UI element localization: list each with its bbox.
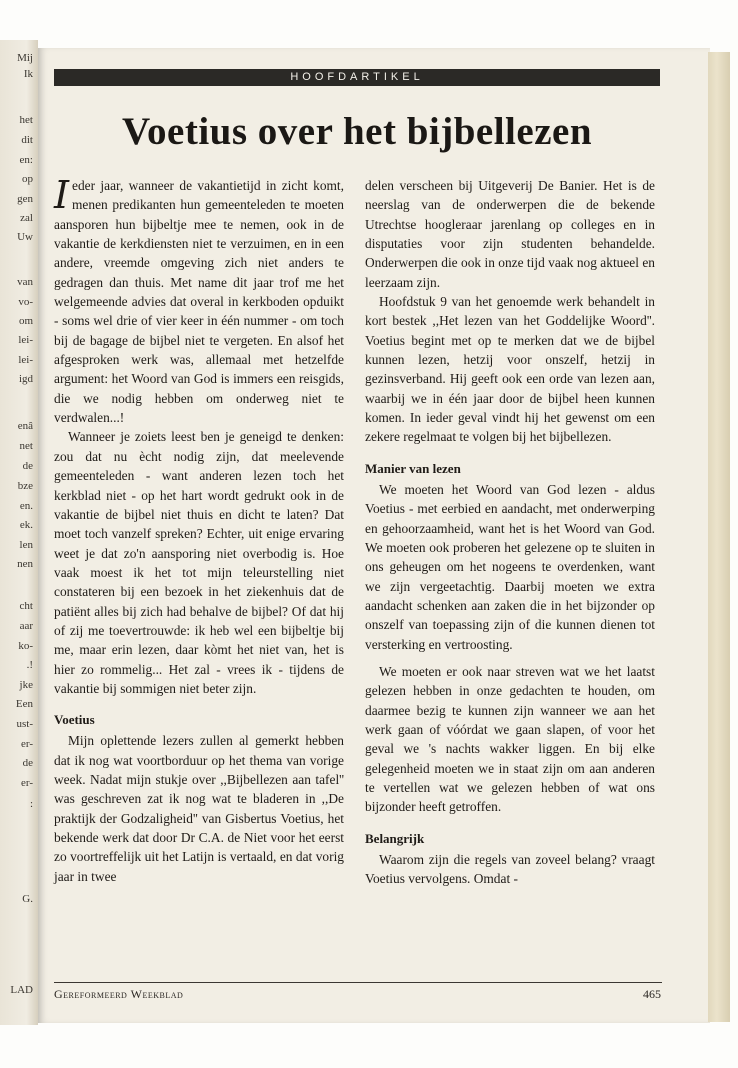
previous-page-fragment: om xyxy=(18,315,33,327)
paragraph: We moeten het Woord van God lezen - aldus Voetius - met eerbied en aandacht, met onderwerping en gehoorzaamheid, want het is het Woord van God. We moeten ook proberen het gelezene op te sluiten in ons geheugen om het nogeens te overdenken, want we zijn vergeetachtig. Daarbij moeten we extra aandacht schenken aan zaken die in het bijzonder op onszelf van toepassing zijn of die kunnen dienen tot versterking en vertroosting. xyxy=(365,481,655,652)
paragraph: Waarom zijn die regels van zoveel belang? vraagt Voetius vervolgens. Omdat - xyxy=(365,851,655,886)
previous-page-fragment: Uw xyxy=(17,231,33,243)
previous-page-fragment: ust- xyxy=(16,718,33,730)
previous-page-fragment: cht xyxy=(19,600,33,612)
previous-page-fragment: bze xyxy=(17,480,33,492)
previous-page-fragment: Ik xyxy=(23,68,33,80)
previous-page-fragment: en: xyxy=(19,154,33,166)
right-column xyxy=(365,176,655,888)
previous-page-fragment: len xyxy=(19,539,33,551)
paragraph: Hoofdstuk 9 van het genoemde werk behandelt in kort bestek ,,Het lezen van het Goddelijke Woord''. Voetius begint met op te merken dat we de bijbel kunnen lezen, hetzij voor onszelf, hetzij in gezinsverband. Hij geeft ook een orde van lezen aan, waarbij we in één jaar door de bijbel heen kunnen komen. In ieder geval vindt hij het gewenst om een zekere regelmaat te volgen bij het bijbellezen. xyxy=(365,294,655,445)
previous-page-fragment: enâ xyxy=(17,420,33,432)
section-header-bar: HOOFDARTIKEL xyxy=(54,69,660,86)
paragraph: Mijn oplettende lezers zullen al gemerkt hebben dat ik nog wat voortborduur op het thema van vorige week. Nadat mijn stukje over ,,Bijbellezen aan tafel'' was geschreven zat ik nog wat te bladeren in ,,De praktijk der Godzaligheid'' van Gisbertus Voetius, het bekende werk dat door Dr C.A. de Niet voor het eerst zo voortreffelijk uit het Latijn is vertaald, en dat vorig jaar in twee xyxy=(54,733,344,884)
page-edge xyxy=(708,52,730,1022)
previous-page-fragment: .! xyxy=(26,659,33,671)
section-heading-belangrijk: Belangrijk xyxy=(365,830,425,846)
drop-cap: I xyxy=(54,173,70,217)
previous-page-fragment: nen xyxy=(17,558,33,570)
previous-page-fragment: LAD xyxy=(10,984,33,996)
previous-page-fragment: de xyxy=(22,460,33,472)
page-number: 465 xyxy=(643,987,661,1001)
previous-page-fragment: igd xyxy=(18,373,33,385)
left-column xyxy=(54,173,344,886)
previous-page-fragment: Mij xyxy=(17,52,33,64)
paragraph: Wanneer je zoiets leest ben je geneigd te denken: zou dat nu ècht nodig zijn, dat meelevende gemeenteleden - want anderen lezen toch het kerkblad niet - op het hart wordt gedrukt ook in de vakantie de bijbel niet thuis en dicht te laten? Dat moet toch vanzelf spreken? Echter, uit enige ervaring weet je dat zo'n aansporing niet overbodig is. Hoe vaak moest ik het tot mijn teleurstelling niet constateren bij een bezoek in het ziekenhuis dat de patiënt alles bij zich had behalve de bijbel? Of dat hij of zij me toevertrouwde: ik heb wel een bijbeltje bij me, maar erin lezen, daar kòmt het niet van, het is hier zo rommelig... Het zal - vrees ik - tijdens de vakantie bij sommigen niet beter zijn. xyxy=(54,429,344,696)
previous-page-fragment: lei- xyxy=(18,354,33,366)
previous-page-fragment: aar xyxy=(19,620,33,632)
previous-page-fragment: en. xyxy=(19,500,33,512)
previous-page-fragment: het xyxy=(19,114,33,126)
previous-page-fragment: : xyxy=(29,798,33,810)
intro-text: eder jaar, wanneer de vakantietijd in zicht komt, menen predikanten hun gemeenteleden te moeten aansporen hun bijbeltje mee te nemen, ook in de vakantie de kerkdiensten niet te verzuimen, en in een andere, vreemde omgeving zich niet anders te gedragen dan thuis. Met name dit jaar trof me het welgemeende advies dat overal in kerkboden opduikt - soms wel drie of vier keer in één nummer - om toch bij de bagage de bijbel niet te vergeten. En alsof het afgesproken werk was, allemaal met hetzelfde argument: het Woord van God is immers een reisgids, die we nodig hebben om onderweg niet te verdwalen...! xyxy=(54,178,344,426)
previous-page-fragment: jke xyxy=(19,679,33,691)
previous-page-fragment: er- xyxy=(21,738,33,750)
previous-page-fragment: gen xyxy=(17,193,33,205)
article-title: Voetius over het bijbellezen xyxy=(121,110,593,153)
previous-page-fragment: vo- xyxy=(18,296,33,308)
intro-paragraph xyxy=(54,173,344,427)
previous-page-fragment: de xyxy=(22,757,33,769)
previous-page-margin xyxy=(0,40,38,1025)
previous-page-fragment: lei- xyxy=(18,334,33,346)
section-heading-manier-van-lezen: Manier van lezen xyxy=(365,460,461,476)
previous-page-fragment: op xyxy=(22,173,33,185)
previous-page-fragment: Een xyxy=(15,698,33,710)
previous-page-fragment: dit xyxy=(21,134,33,146)
previous-page-fragment: net xyxy=(19,440,33,452)
paragraph: We moeten er ook naar streven wat we het laatst gelezen hebben in onze gedachten te houden, om daarmee bezig te kunnen zijn wanneer we aan het werk gaan of vóórdat we gaan slapen, of voor het geval we 's nachts wakker liggen. En bij elke gelegenheid moeten we in staat zijn om aan anderen te vertellen wat we gelezen hebben of wat ons bijzonder heeft getroffen. xyxy=(365,663,655,815)
paragraph: delen verscheen bij Uitgeverij De Banier. Het is de neerslag van de onderwerpen die de bekende Utrechtse hoogleraar jarenlang op colleges en in disputaties voor zijn studenten behandelde. Onderwerpen die ook in onze tijd vaak nog aktueel en leerzaam zijn. xyxy=(365,178,655,290)
previous-page-fragment: van xyxy=(17,276,33,288)
previous-page-fragment: zal xyxy=(20,212,33,224)
previous-page-fragment: ko- xyxy=(18,640,33,652)
previous-page-fragment: G. xyxy=(22,893,33,905)
footer-rule xyxy=(54,982,662,983)
publication-name: Gereformeerd Weekblad xyxy=(54,987,184,1001)
section-heading-voetius: Voetius xyxy=(54,712,95,728)
previous-page-fragment: er- xyxy=(21,777,33,789)
previous-page-fragment: ek. xyxy=(19,519,33,531)
